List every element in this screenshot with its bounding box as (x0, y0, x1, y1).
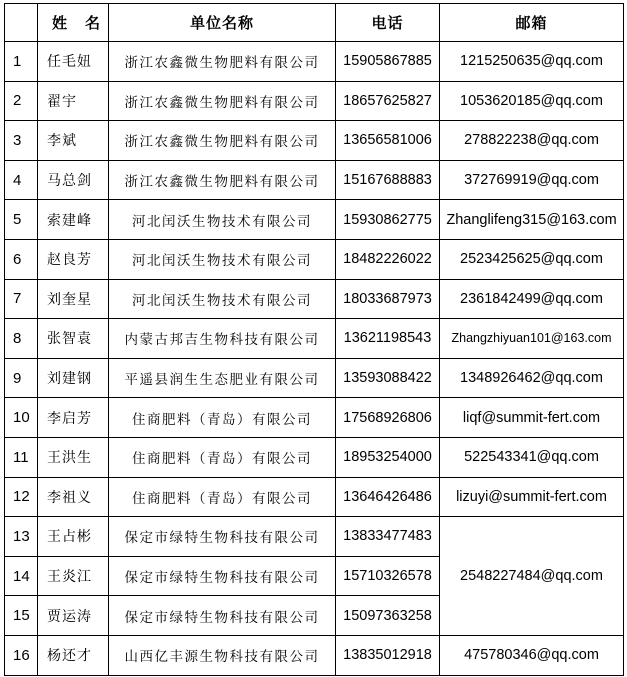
phone-number: 13646426486 (336, 477, 440, 517)
company-name: 浙江农鑫微生物肥料有限公司 (109, 160, 336, 200)
row-number: 7 (5, 279, 38, 319)
row-number: 13 (5, 517, 38, 557)
contact-name: 王炎江 (38, 556, 109, 596)
contact-table (4, 3, 624, 676)
table-row (5, 81, 624, 121)
company-name: 住商肥料（青岛）有限公司 (109, 398, 336, 438)
contact-name: 王占彬 (38, 517, 109, 557)
row-number: 15 (5, 596, 38, 636)
email-address-merged: 2548227484@qq.com (440, 517, 624, 636)
phone-number: 18033687973 (336, 279, 440, 319)
table-row (5, 239, 624, 279)
table-row (5, 437, 624, 477)
company-name: 保定市绿特生物科技有限公司 (109, 517, 336, 557)
phone-number: 18482226022 (336, 239, 440, 279)
row-number: 6 (5, 239, 38, 279)
contact-name: 任毛妞 (38, 42, 109, 82)
row-number: 14 (5, 556, 38, 596)
contact-name: 翟宇 (38, 81, 109, 121)
email-address: 1053620185@qq.com (440, 81, 624, 121)
company-name: 保定市绿特生物科技有限公司 (109, 596, 336, 636)
header-phone: 电话 (336, 4, 440, 42)
phone-number: 15167688883 (336, 160, 440, 200)
phone-number: 13835012918 (336, 635, 440, 675)
phone-number: 18657625827 (336, 81, 440, 121)
table-row (5, 319, 624, 359)
header-name: 姓 名 (38, 4, 109, 42)
row-number: 4 (5, 160, 38, 200)
header-index (5, 4, 38, 42)
phone-number: 15930862775 (336, 200, 440, 240)
email-address: 2361842499@qq.com (440, 279, 624, 319)
row-number: 10 (5, 398, 38, 438)
contact-name: 王洪生 (38, 437, 109, 477)
row-number: 8 (5, 319, 38, 359)
table-row (5, 42, 624, 82)
company-name: 住商肥料（青岛）有限公司 (109, 477, 336, 517)
contact-name: 杨还才 (38, 635, 109, 675)
phone-number: 15905867885 (336, 42, 440, 82)
row-number: 5 (5, 200, 38, 240)
company-name: 保定市绿特生物科技有限公司 (109, 556, 336, 596)
row-number: 12 (5, 477, 38, 517)
table-row (5, 200, 624, 240)
email-address: Zhanglifeng315@163.com (440, 200, 624, 240)
phone-number: 13656581006 (336, 121, 440, 161)
row-number: 9 (5, 358, 38, 398)
company-name: 山西亿丰源生物科技有限公司 (109, 635, 336, 675)
header-email: 邮箱 (440, 4, 624, 42)
email-address: lizuyi@summit-fert.com (440, 477, 624, 517)
row-number: 3 (5, 121, 38, 161)
contact-name: 马总剑 (38, 160, 109, 200)
company-name: 河北闰沃生物技术有限公司 (109, 239, 336, 279)
table-row (5, 477, 624, 517)
header-company: 单位名称 (109, 4, 336, 42)
contact-name: 贾运涛 (38, 596, 109, 636)
company-name: 浙江农鑫微生物肥料有限公司 (109, 42, 336, 82)
contact-name: 李祖义 (38, 477, 109, 517)
contact-name: 刘奎星 (38, 279, 109, 319)
company-name: 河北闰沃生物技术有限公司 (109, 279, 336, 319)
table-row (5, 279, 624, 319)
email-address: 372769919@qq.com (440, 160, 624, 200)
table-row (5, 635, 624, 675)
contact-name: 张智袁 (38, 319, 109, 359)
company-name: 内蒙古邦吉生物科技有限公司 (109, 319, 336, 359)
row-number: 16 (5, 635, 38, 675)
phone-number: 18953254000 (336, 437, 440, 477)
table-row (5, 358, 624, 398)
company-name: 住商肥料（青岛）有限公司 (109, 437, 336, 477)
row-number: 11 (5, 437, 38, 477)
contact-name: 李启芳 (38, 398, 109, 438)
email-address: 2523425625@qq.com (440, 239, 624, 279)
phone-number: 17568926806 (336, 398, 440, 438)
table-row (5, 160, 624, 200)
contact-name: 刘建钢 (38, 358, 109, 398)
row-number: 1 (5, 42, 38, 82)
phone-number: 13621198543 (336, 319, 440, 359)
email-address: Zhangzhiyuan101@163.com (440, 319, 624, 359)
row-number: 2 (5, 81, 38, 121)
company-name: 浙江农鑫微生物肥料有限公司 (109, 81, 336, 121)
table-row (5, 121, 624, 161)
phone-number: 15710326578 (336, 556, 440, 596)
table-row (5, 398, 624, 438)
company-name: 河北闰沃生物技术有限公司 (109, 200, 336, 240)
header-row (5, 4, 624, 42)
email-address: 475780346@qq.com (440, 635, 624, 675)
table-row (5, 517, 624, 557)
email-address: liqf@summit-fert.com (440, 398, 624, 438)
email-address: 278822238@qq.com (440, 121, 624, 161)
contact-name: 李斌 (38, 121, 109, 161)
email-address: 1215250635@qq.com (440, 42, 624, 82)
company-name: 平遥县润生生态肥业有限公司 (109, 358, 336, 398)
phone-number: 15097363258 (336, 596, 440, 636)
contact-name: 索建峰 (38, 200, 109, 240)
phone-number: 13833477483 (336, 517, 440, 557)
contact-name: 赵良芳 (38, 239, 109, 279)
company-name: 浙江农鑫微生物肥料有限公司 (109, 121, 336, 161)
phone-number: 13593088422 (336, 358, 440, 398)
email-address: 522543341@qq.com (440, 437, 624, 477)
email-address: 1348926462@qq.com (440, 358, 624, 398)
